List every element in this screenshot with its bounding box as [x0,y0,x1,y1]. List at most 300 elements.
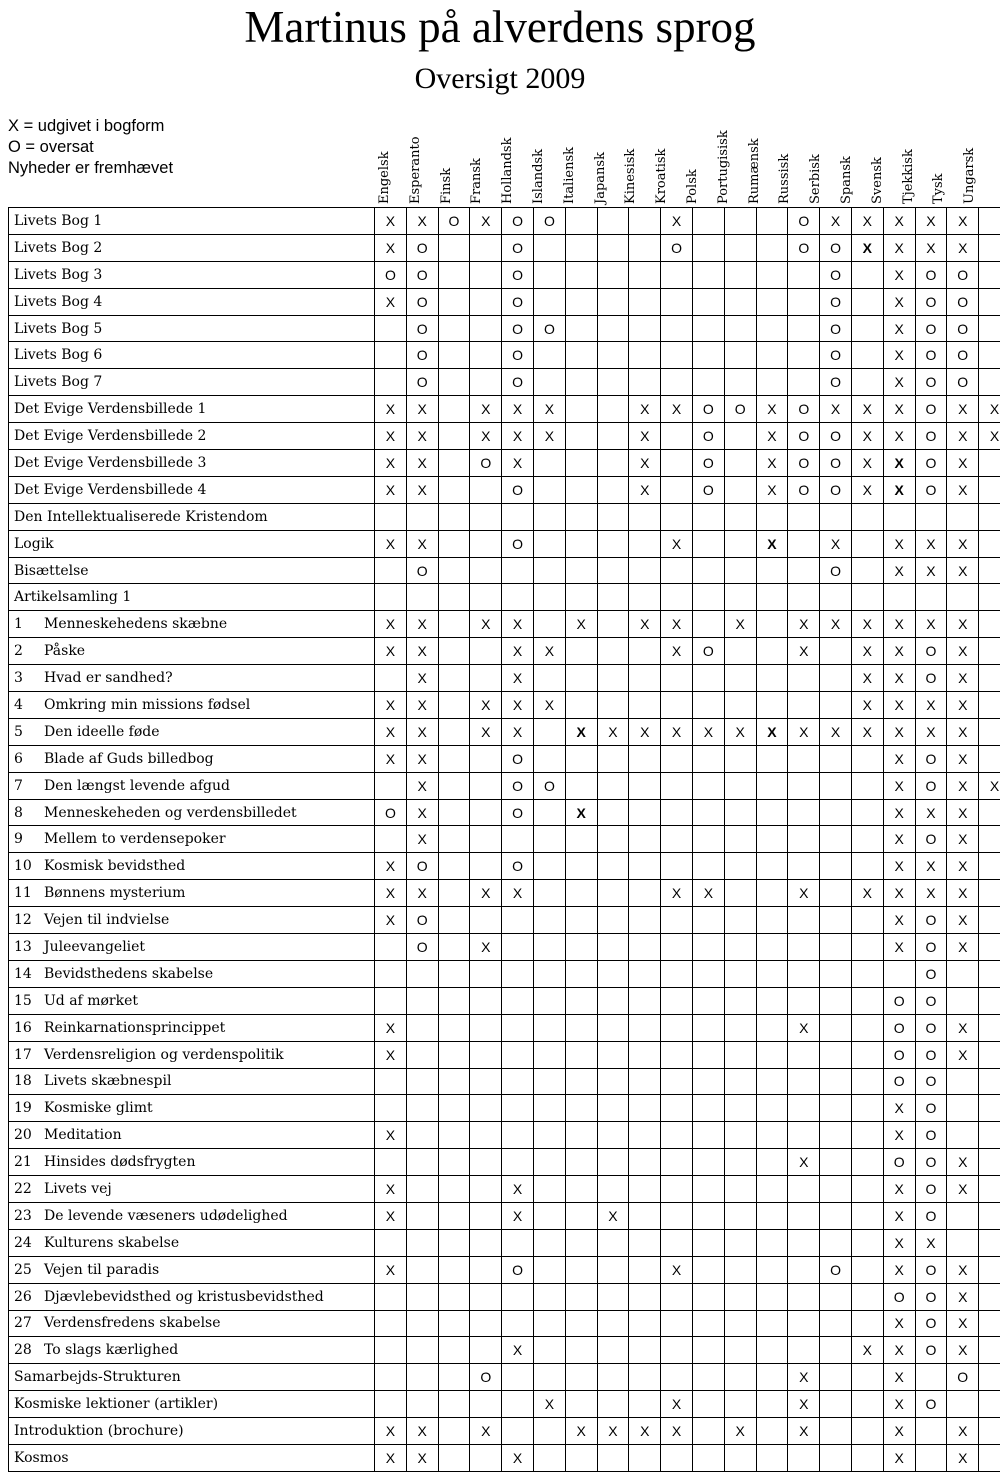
mark-cell: X [565,718,597,745]
mark-cell [597,423,629,450]
mark-cell: X [883,1095,915,1122]
mark-cell: X [851,611,883,638]
mark-cell: X [470,1418,502,1445]
mark-cell [692,1310,724,1337]
mark-cell [724,557,756,584]
mark-cell: X [502,638,534,665]
mark-cell [438,476,470,503]
mark-cell [692,234,724,261]
mark-cell [883,503,915,530]
mark-cell [470,1068,502,1095]
mark-cell [533,1041,565,1068]
mark-cell [820,880,852,907]
mark-cell [756,1256,788,1283]
mark-cell [406,1391,438,1418]
row-number: 11 [14,885,32,902]
title-cell [9,1391,375,1418]
mark-cell: O [915,423,947,450]
mark-cell [724,960,756,987]
mark-cell: X [406,799,438,826]
mark-cell [724,208,756,235]
mark-cell: X [756,718,788,745]
mark-cell: O [502,261,534,288]
mark-cell [820,772,852,799]
row-title: Samarbejds-Strukturen [14,1369,181,1386]
language-label: Engelsk [377,151,392,204]
mark-cell [661,1122,693,1149]
mark-cell: X [947,423,979,450]
mark-cell [851,1176,883,1203]
mark-cell [788,826,820,853]
mark-cell [788,853,820,880]
mark-cell [629,315,661,342]
table-row [9,476,1000,503]
title-cell [9,718,375,745]
mark-cell [661,987,693,1014]
mark-cell [692,1283,724,1310]
table-row [9,1364,1000,1391]
mark-cell [533,342,565,369]
mark-cell [692,1095,724,1122]
mark-cell [788,665,820,692]
title-cell [9,1122,375,1149]
mark-cell [756,369,788,396]
row-title: Livets Bog 1 [14,212,103,229]
language-label: Serbisk [808,154,824,204]
mark-cell [597,1256,629,1283]
table-row [9,288,1000,315]
mark-cell [661,960,693,987]
mark-cell [788,1041,820,1068]
title-cell [9,799,375,826]
mark-cell [692,1202,724,1229]
mark-cell: X [470,718,502,745]
title-cell [9,745,375,772]
mark-cell [533,1256,565,1283]
mark-cell: X [375,692,407,719]
mark-cell: O [915,1014,947,1041]
mark-cell [756,288,788,315]
mark-cell: X [851,396,883,423]
mark-cell [375,1337,407,1364]
mark-cell [756,1041,788,1068]
mark-cell: X [375,450,407,477]
mark-cell [788,342,820,369]
row-number: 22 [14,1181,32,1197]
mark-cell [597,1149,629,1176]
mark-cell [692,1229,724,1256]
mark-cell [692,530,724,557]
mark-cell: X [915,234,947,261]
mark-cell [597,692,629,719]
mark-cell [788,288,820,315]
mark-cell: O [883,1014,915,1041]
mark-cell [502,1418,534,1445]
mark-cell [883,584,915,611]
mark-cell: X [820,208,852,235]
mark-cell [438,799,470,826]
mark-cell [692,369,724,396]
mark-cell [375,503,407,530]
mark-cell [851,772,883,799]
mark-cell [375,1095,407,1122]
mark-cell: X [915,557,947,584]
mark-cell: X [661,396,693,423]
row-title: Den ideelle føde [44,723,160,740]
mark-cell [438,1095,470,1122]
mark-cell [565,665,597,692]
mark-cell [851,960,883,987]
mark-cell: X [375,880,407,907]
mark-cell [597,1176,629,1203]
title-cell [9,611,375,638]
mark-cell [375,1149,407,1176]
mark-cell [502,503,534,530]
mark-cell: X [947,476,979,503]
title-cell [9,1068,375,1095]
mark-cell: X [883,342,915,369]
mark-cell: X [375,611,407,638]
mark-cell: X [629,450,661,477]
mark-cell: X [406,1444,438,1471]
mark-cell [597,476,629,503]
mark-cell [438,826,470,853]
mark-cell [820,1202,852,1229]
mark-cell [470,745,502,772]
mark-cell: O [502,369,534,396]
mark-cell [438,907,470,934]
mark-cell: O [883,1068,915,1095]
row-title: Den længst levende afgud [44,777,230,794]
mark-cell [533,1337,565,1364]
mark-cell [438,1283,470,1310]
mark-cell [438,234,470,261]
mark-cell [756,557,788,584]
mark-cell [661,853,693,880]
mark-cell [533,288,565,315]
mark-cell [979,1364,1000,1391]
mark-cell [692,1364,724,1391]
mark-cell: O [915,1202,947,1229]
mark-cell: X [851,692,883,719]
mark-cell [502,826,534,853]
mark-cell [788,745,820,772]
mark-cell: O [883,1149,915,1176]
mark-cell [692,1256,724,1283]
mark-cell [533,611,565,638]
mark-cell: O [788,450,820,477]
language-label: Kinesisk [623,148,639,204]
mark-cell [820,799,852,826]
mark-cell: O [915,1041,947,1068]
mark-cell [533,1176,565,1203]
mark-cell: X [406,450,438,477]
mark-cell [502,934,534,961]
mark-cell [438,288,470,315]
mark-cell [533,1122,565,1149]
mark-cell: O [406,315,438,342]
mark-cell: X [851,1337,883,1364]
mark-cell [724,692,756,719]
mark-cell [597,503,629,530]
mark-cell [979,503,1000,530]
mark-cell [629,1095,661,1122]
mark-cell: X [883,1337,915,1364]
mark-cell [533,1095,565,1122]
mark-cell: X [820,611,852,638]
mark-cell: X [406,718,438,745]
mark-cell [979,880,1000,907]
mark-cell: X [597,718,629,745]
mark-cell [692,261,724,288]
mark-cell: X [470,692,502,719]
mark-cell [979,1418,1000,1445]
mark-cell [851,1364,883,1391]
mark-cell [438,1068,470,1095]
mark-cell [438,853,470,880]
mark-cell [947,1122,979,1149]
mark-cell: X [375,1444,407,1471]
mark-cell [851,907,883,934]
mark-cell [438,342,470,369]
language-header [371,118,401,204]
row-title: Verdensfredens skabelse [44,1315,221,1332]
mark-cell [788,960,820,987]
title-cell [9,1364,375,1391]
mark-cell [533,450,565,477]
mark-cell: O [692,638,724,665]
mark-cell [565,745,597,772]
mark-cell: X [406,638,438,665]
mark-cell [438,1444,470,1471]
mark-cell [470,1444,502,1471]
language-header [648,118,678,204]
title-cell [9,987,375,1014]
mark-cell: X [661,530,693,557]
mark-cell [820,1014,852,1041]
mark-cell: X [820,530,852,557]
row-title: Livets Bog 2 [14,239,103,256]
mark-cell: O [915,665,947,692]
mark-cell: O [533,208,565,235]
mark-cell [692,342,724,369]
mark-cell: O [406,288,438,315]
mark-cell [597,450,629,477]
mark-cell: X [947,853,979,880]
mark-cell [533,530,565,557]
mark-cell [915,1444,947,1471]
mark-cell [502,1364,534,1391]
table-row [9,503,1000,530]
mark-cell [438,530,470,557]
mark-cell [661,1149,693,1176]
mark-cell: X [470,208,502,235]
mark-cell [438,369,470,396]
mark-cell: X [883,1310,915,1337]
mark-cell [820,1041,852,1068]
mark-cell [692,853,724,880]
mark-cell [788,987,820,1014]
mark-cell [692,557,724,584]
mark-cell [502,907,534,934]
mark-cell [756,1391,788,1418]
row-number: 21 [14,1154,32,1171]
mark-cell [533,584,565,611]
mark-cell: X [470,611,502,638]
mark-cell [597,1229,629,1256]
mark-cell [820,987,852,1014]
title-cell [9,1014,375,1041]
mark-cell [629,288,661,315]
mark-cell: O [406,261,438,288]
mark-cell: X [788,1418,820,1445]
row-title: Menneskehedens skæbne [44,616,228,633]
mark-cell: O [692,450,724,477]
mark-cell: O [883,1041,915,1068]
mark-cell [406,1041,438,1068]
mark-cell [470,557,502,584]
mark-cell [788,557,820,584]
row-title: Reinkarnationsprincippet [44,1019,226,1036]
mark-cell [724,423,756,450]
mark-cell [470,584,502,611]
mark-cell [565,1095,597,1122]
mark-cell [724,584,756,611]
mark-cell [470,799,502,826]
mark-cell: O [692,423,724,450]
mark-cell [438,1149,470,1176]
mark-cell [661,584,693,611]
mark-cell [724,1095,756,1122]
mark-cell [470,853,502,880]
mark-cell [565,450,597,477]
mark-cell [470,1229,502,1256]
mark-cell [597,369,629,396]
mark-cell [438,1041,470,1068]
mark-cell [756,1149,788,1176]
language-header [402,118,432,204]
mark-cell: O [915,638,947,665]
mark-cell [788,1122,820,1149]
mark-cell [565,907,597,934]
mark-cell [851,503,883,530]
mark-cell [565,261,597,288]
mark-cell: X [883,745,915,772]
mark-cell: X [470,396,502,423]
mark-cell: X [661,1418,693,1445]
mark-cell [724,1068,756,1095]
mark-cell [629,638,661,665]
mark-cell: O [820,288,852,315]
mark-cell [851,288,883,315]
mark-cell [947,584,979,611]
mark-cell [979,1068,1000,1095]
mark-cell: O [533,315,565,342]
mark-cell: X [883,1229,915,1256]
mark-cell [533,1229,565,1256]
row-title: De levende væseners udødelighed [44,1207,288,1224]
table-row [9,1122,1000,1149]
table-row [9,1068,1000,1095]
mark-cell [851,1444,883,1471]
table-row [9,1310,1000,1337]
row-number: 15 [14,992,32,1009]
mark-cell [692,1176,724,1203]
row-title: Menneskeheden og verdensbilledet [44,804,297,821]
mark-cell [565,584,597,611]
mark-cell [979,1041,1000,1068]
language-header [741,118,771,204]
language-header [895,118,925,204]
mark-cell [947,503,979,530]
mark-cell [629,907,661,934]
mark-cell [661,1041,693,1068]
mark-cell [724,1337,756,1364]
mark-cell: X [406,423,438,450]
mark-cell [375,1283,407,1310]
mark-cell: X [406,880,438,907]
mark-cell [565,234,597,261]
mark-cell: O [502,342,534,369]
language-header [463,118,493,204]
mark-cell: X [375,853,407,880]
row-title: Livets Bog 4 [14,293,103,310]
mark-cell [661,557,693,584]
mark-cell [565,423,597,450]
mark-cell [979,745,1000,772]
mark-cell [375,826,407,853]
mark-cell [661,1014,693,1041]
mark-cell [565,1444,597,1471]
mark-cell [533,1014,565,1041]
mark-cell: X [406,530,438,557]
mark-cell [565,1229,597,1256]
mark-cell: X [883,1364,915,1391]
mark-cell [629,1202,661,1229]
mark-cell [565,1149,597,1176]
mark-cell [820,853,852,880]
mark-cell [597,1391,629,1418]
mark-cell: X [947,611,979,638]
table-row [9,1283,1000,1310]
mark-cell [438,611,470,638]
mark-cell: X [915,853,947,880]
mark-cell [851,853,883,880]
mark-cell [756,1014,788,1041]
mark-cell [724,1176,756,1203]
mark-cell [533,1418,565,1445]
mark-cell [661,907,693,934]
mark-cell: X [883,450,915,477]
mark-cell: X [883,1122,915,1149]
mark-cell: X [915,611,947,638]
mark-cell [533,234,565,261]
mark-cell [533,799,565,826]
mark-cell [629,1149,661,1176]
title-cell [9,880,375,907]
mark-cell [533,1202,565,1229]
language-label: Esperanto [407,136,423,204]
mark-cell [502,557,534,584]
mark-cell [851,1149,883,1176]
table-row [9,638,1000,665]
row-number: 8 [14,804,23,821]
mark-cell: X [502,692,534,719]
table-row [9,1149,1000,1176]
mark-cell: X [883,772,915,799]
mark-cell [979,665,1000,692]
mark-cell: X [947,1337,979,1364]
